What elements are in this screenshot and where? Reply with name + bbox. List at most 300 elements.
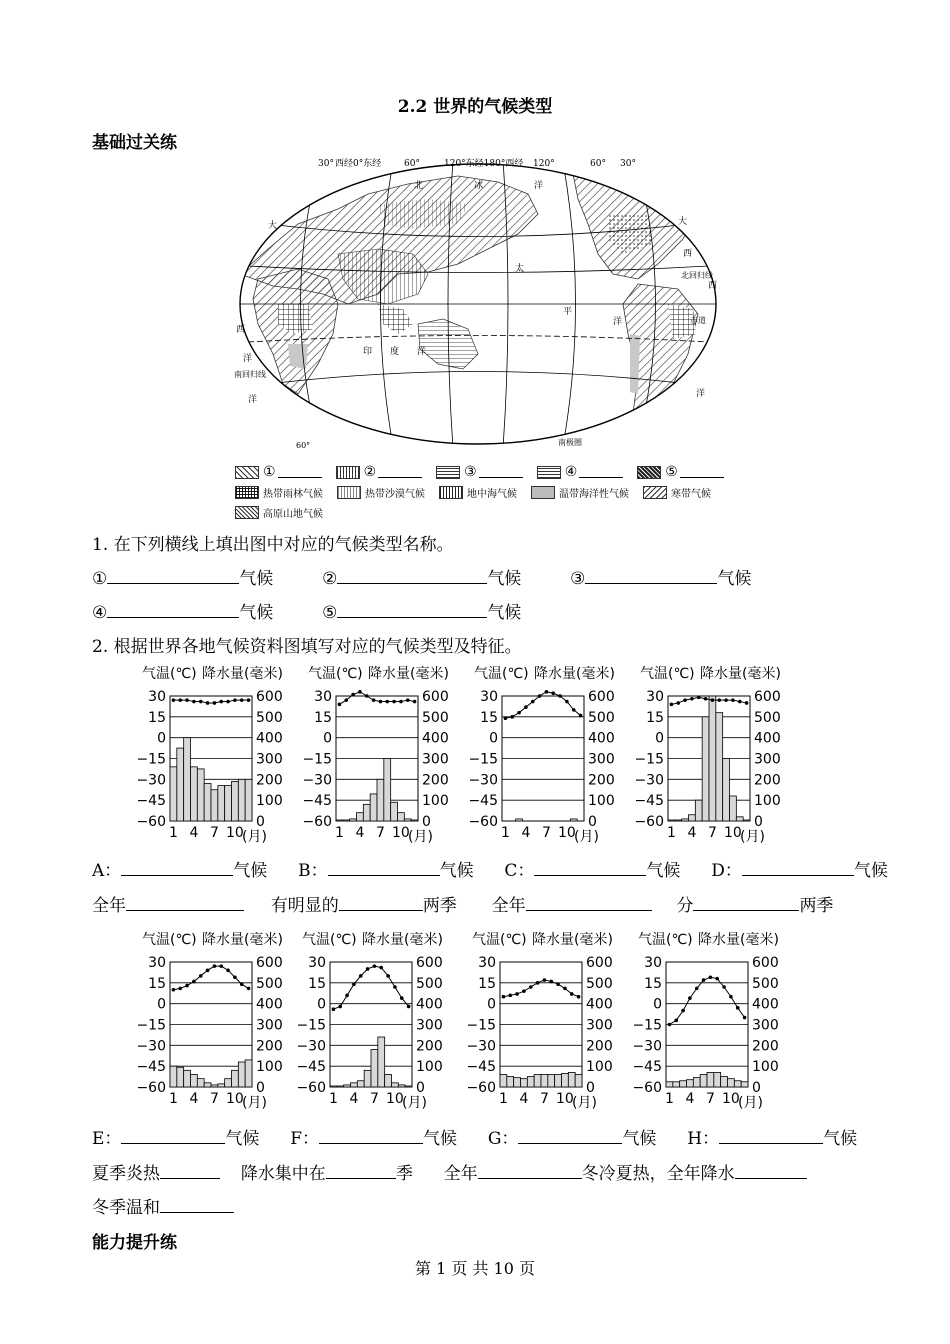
- temp-tick-label: 30: [478, 955, 496, 971]
- precip-tick-label: 0: [416, 1080, 425, 1096]
- temp-point: [379, 700, 383, 704]
- precip-tick-label: 300: [754, 751, 781, 768]
- tropic-cancer-label: 北回归线: [681, 271, 713, 280]
- precip-tick-label: 100: [752, 1059, 779, 1076]
- precip-bar: [225, 1079, 232, 1087]
- precip-bar: [668, 820, 675, 821]
- temp-tick-label: 15: [478, 975, 496, 992]
- question-1-row-1: ① 气候 ② 气候 ③ 气候: [92, 569, 752, 589]
- precip-bar: [385, 1075, 392, 1088]
- equator-label: 赤道: [690, 316, 706, 325]
- precip-bar: [680, 1081, 687, 1087]
- precip-tick-label: 0: [588, 814, 597, 830]
- temp-point: [695, 987, 699, 991]
- month-unit-label: (月): [740, 829, 765, 845]
- precip-bar: [170, 1066, 177, 1087]
- precip-bar: [232, 1070, 239, 1087]
- temp-point: [536, 981, 540, 985]
- month-tick-label: 10: [226, 1091, 244, 1107]
- temp-point: [565, 700, 569, 704]
- answer-blank[interactable]: [319, 1127, 423, 1144]
- temp-point: [508, 994, 512, 998]
- month-unit-label: (月): [242, 1095, 267, 1111]
- map-label-180: 120°东经180°西经: [444, 159, 524, 169]
- temp-line: [173, 966, 248, 990]
- answer-blank[interactable]: [526, 894, 652, 911]
- precip-tick-label: 600: [256, 955, 283, 971]
- climate-chart-G: [466, 928, 642, 1111]
- climate-chart-H: [632, 928, 808, 1111]
- temp-point: [504, 716, 508, 720]
- question-2-row-1-labels: A： 气候 B： 气候 C： 气候 D： 气候: [92, 861, 888, 881]
- temp-point: [711, 698, 715, 702]
- legend-label-rainforest: 热带雨林气候: [263, 488, 323, 500]
- precip-bar: [225, 786, 232, 821]
- temp-axis-title: 气温(℃): [308, 666, 363, 682]
- temp-tick-label: −60: [302, 814, 332, 830]
- month-tick-label: 4: [355, 825, 365, 841]
- precip-tick-label: 200: [256, 1038, 283, 1055]
- precip-bar: [391, 802, 398, 821]
- temp-tick-label: 15: [308, 975, 326, 992]
- temp-point: [688, 996, 692, 1000]
- ocean-label: 洋: [534, 181, 544, 191]
- month-tick-label: 7: [541, 825, 551, 841]
- answer-blank[interactable]: [585, 567, 717, 584]
- temp-point: [543, 978, 547, 982]
- temp-axis-title: 气温(℃): [142, 666, 197, 682]
- temp-point: [570, 992, 574, 996]
- temp-axis-title: 气温(℃): [472, 932, 527, 948]
- temp-point: [407, 1005, 411, 1009]
- precip-bar: [709, 696, 716, 821]
- temp-point: [345, 994, 349, 998]
- map-label-60w: 60°: [590, 159, 606, 169]
- precip-axis-title: 降水量(毫米): [368, 666, 449, 682]
- precip-tick-label: 100: [588, 793, 615, 810]
- precip-tick-label: 600: [422, 689, 449, 705]
- answer-blank[interactable]: [107, 567, 239, 584]
- precip-bar: [743, 820, 750, 821]
- temp-point: [510, 715, 514, 719]
- precip-bar: [378, 1037, 385, 1087]
- climate-chart-A: [136, 662, 312, 845]
- precip-tick-label: 300: [416, 1017, 443, 1034]
- answer-blank[interactable]: [337, 601, 487, 618]
- ocean-label: 西: [708, 281, 718, 291]
- precip-bar: [516, 819, 523, 821]
- temp-point: [392, 700, 396, 704]
- temp-point: [240, 982, 244, 986]
- temp-line: [339, 692, 414, 705]
- temp-tick-label: −45: [136, 793, 166, 810]
- climate-chart-D: [634, 662, 810, 845]
- precip-bar: [728, 1079, 735, 1087]
- precip-bar: [357, 1081, 364, 1087]
- answer-blank[interactable]: [160, 1162, 220, 1179]
- precip-bar: [741, 1082, 748, 1087]
- precip-bar: [184, 738, 191, 821]
- ocean-label: 洋: [248, 395, 258, 405]
- climate-chart-C: [468, 662, 644, 845]
- answer-blank[interactable]: [160, 1196, 234, 1213]
- precip-tick-label: 400: [416, 996, 443, 1013]
- temp-tick-label: −30: [634, 772, 664, 789]
- precip-tick-label: 400: [256, 996, 283, 1013]
- precip-bar: [350, 819, 357, 821]
- map-legend: ① ② ③ ④ ⑤ 热带雨林气候 热带沙漠气候 地中海气候 温带海洋性气候 寒带气候 高原山地气候: [235, 462, 738, 522]
- temp-point: [563, 987, 567, 991]
- temp-point: [690, 697, 694, 701]
- precip-tick-label: 100: [586, 1059, 613, 1076]
- answer-blank[interactable]: [107, 601, 239, 618]
- temp-point: [406, 698, 410, 702]
- legend-swatch-4: [537, 466, 561, 479]
- temp-point: [247, 987, 251, 991]
- precip-tick-label: 100: [422, 793, 449, 810]
- precip-tick-label: 600: [416, 955, 443, 971]
- precip-tick-label: 200: [256, 772, 283, 789]
- precip-axis-title: 降水量(毫米): [202, 932, 283, 948]
- temp-point: [709, 975, 713, 979]
- temp-point: [724, 698, 728, 702]
- precip-tick-label: 500: [256, 709, 283, 726]
- temp-point: [386, 974, 390, 978]
- precip-bar: [211, 1085, 218, 1087]
- month-tick-label: 7: [707, 825, 717, 841]
- precip-tick-label: 0: [752, 1080, 761, 1096]
- precip-bar: [197, 1079, 204, 1087]
- ocean-label: 大: [678, 217, 688, 227]
- temp-line: [173, 700, 248, 703]
- temp-tick-label: −45: [634, 793, 664, 810]
- month-tick-label: 7: [375, 825, 385, 841]
- answer-blank[interactable]: [121, 1127, 225, 1144]
- answer-blank[interactable]: [719, 1127, 823, 1144]
- temp-point: [359, 974, 363, 978]
- temp-point: [556, 982, 560, 986]
- precip-tick-label: 200: [416, 1038, 443, 1055]
- month-tick-label: 7: [369, 1091, 379, 1107]
- temp-point: [572, 708, 576, 712]
- ocean-label: 洋: [613, 317, 623, 327]
- precip-tick-label: 200: [422, 772, 449, 789]
- precip-bar: [371, 1050, 378, 1088]
- temp-point: [731, 698, 735, 702]
- temp-point: [743, 1016, 747, 1020]
- climate-chart-B: [302, 662, 478, 845]
- precip-tick-label: 300: [586, 1017, 613, 1034]
- temp-point: [233, 975, 237, 979]
- temp-point: [365, 694, 369, 698]
- temp-tick-label: −15: [632, 1017, 662, 1034]
- precip-bar: [238, 1062, 245, 1087]
- month-tick-label: 10: [556, 1091, 574, 1107]
- precip-axis-title: 降水量(毫米): [534, 666, 615, 682]
- precip-bar: [730, 796, 737, 821]
- temp-point: [399, 700, 403, 704]
- precip-bar: [398, 1085, 405, 1087]
- temp-point: [538, 694, 542, 698]
- precip-bar: [411, 820, 418, 821]
- month-tick-label: 1: [168, 825, 178, 841]
- precip-tick-label: 600: [752, 955, 779, 971]
- ocean-label: 印: [363, 347, 373, 357]
- question-2-row-2-features-cont: 冬季温和: [92, 1193, 234, 1218]
- temp-axis-title: 气温(℃): [474, 666, 529, 682]
- precip-bar: [734, 1081, 741, 1087]
- precip-axis-title: 降水量(毫米): [698, 932, 779, 948]
- temp-tick-label: −30: [468, 772, 498, 789]
- temp-point: [379, 966, 383, 970]
- temp-point: [413, 700, 417, 704]
- temp-point: [736, 1006, 740, 1010]
- month-unit-label: (月): [574, 829, 599, 845]
- temp-axis-title: 气温(℃): [142, 932, 197, 948]
- ocean-label: 洋: [417, 347, 427, 357]
- precip-bar: [238, 779, 245, 821]
- temp-tick-label: 30: [646, 689, 664, 705]
- month-tick-label: 4: [349, 1091, 359, 1107]
- temp-point: [240, 698, 244, 702]
- temp-tick-label: −15: [136, 751, 166, 768]
- precip-bar: [245, 1060, 252, 1087]
- temp-tick-label: −15: [302, 751, 332, 768]
- answer-blank[interactable]: [126, 894, 244, 911]
- legend-swatch-2: [336, 466, 360, 479]
- precip-tick-label: 500: [752, 975, 779, 992]
- legend-swatch-oceanic: [531, 486, 555, 499]
- ocean-label: 洋: [696, 389, 706, 399]
- question-2-row-2-features: 夏季炎热 降水集中在 季 全年 冬冷夏热，全年降水: [92, 1159, 807, 1184]
- precip-bar: [695, 800, 702, 821]
- precip-tick-label: 500: [422, 709, 449, 726]
- month-tick-label: 4: [189, 825, 199, 841]
- question-2-row-2-labels: E： 气候 F： 气候 G： 气候 H： 气候: [92, 1129, 858, 1149]
- temp-point: [522, 989, 526, 993]
- temp-axis-title: 气温(℃): [640, 666, 695, 682]
- month-tick-label: 4: [685, 1091, 695, 1107]
- month-tick-label: 7: [539, 1091, 549, 1107]
- temp-point: [338, 1005, 342, 1009]
- temp-point: [219, 700, 223, 704]
- temp-point: [199, 700, 203, 704]
- precip-bar: [687, 1080, 694, 1087]
- world-climate-map: [228, 154, 728, 458]
- temp-tick-label: −60: [468, 814, 498, 830]
- temp-point: [213, 964, 217, 968]
- legend-swatch-3: [436, 466, 460, 479]
- ocean-label: 太: [515, 264, 525, 274]
- precip-tick-label: 600: [256, 689, 283, 705]
- precip-bar: [541, 1075, 548, 1088]
- precip-tick-label: 100: [256, 1059, 283, 1076]
- answer-blank[interactable]: [339, 894, 423, 911]
- precip-tick-label: 400: [588, 730, 615, 747]
- precip-bar: [736, 817, 743, 821]
- precip-bar: [575, 1075, 582, 1088]
- precip-tick-label: 300: [588, 751, 615, 768]
- precip-bar: [534, 1075, 541, 1088]
- precip-tick-label: 400: [754, 730, 781, 747]
- legend-label-oceanic: 温带海洋性气候: [559, 488, 629, 500]
- answer-blank[interactable]: [121, 859, 233, 876]
- precip-tick-label: 200: [752, 1038, 779, 1055]
- temp-tick-label: −45: [302, 793, 332, 810]
- precip-tick-label: 0: [754, 814, 763, 830]
- precip-axis-title: 降水量(毫米): [362, 932, 443, 948]
- temp-tick-label: 0: [487, 996, 496, 1013]
- precip-axis-title: 降水量(毫米): [700, 666, 781, 682]
- precip-axis-title: 降水量(毫米): [532, 932, 613, 948]
- temp-tick-label: −30: [296, 1038, 326, 1055]
- map-label-60e: 60°: [404, 159, 420, 169]
- answer-blank[interactable]: [337, 567, 487, 584]
- map-label-120w: 120°: [533, 159, 555, 169]
- precip-bar: [702, 717, 709, 821]
- precip-bar: [568, 1072, 575, 1087]
- temp-point: [515, 992, 519, 996]
- precip-tick-label: 200: [754, 772, 781, 789]
- precip-bar: [527, 1077, 534, 1087]
- month-tick-label: 1: [328, 1091, 338, 1107]
- ocean-label: 洋: [243, 354, 253, 364]
- month-unit-label: (月): [572, 1095, 597, 1111]
- temp-tick-label: 30: [308, 955, 326, 971]
- precip-bar: [548, 1075, 555, 1088]
- temp-tick-label: 0: [157, 996, 166, 1013]
- legend-label-polar: 寒带气候: [671, 488, 711, 500]
- precip-bar: [177, 1067, 184, 1087]
- precip-bar: [500, 1075, 507, 1088]
- month-tick-label: 10: [226, 825, 244, 841]
- month-tick-label: 10: [386, 1091, 404, 1107]
- temp-point: [558, 694, 562, 698]
- temp-point: [549, 980, 553, 984]
- precip-bar: [337, 1086, 344, 1087]
- precip-bar: [364, 1070, 371, 1087]
- temp-tick-label: −60: [136, 814, 166, 830]
- ocean-label: 西: [683, 249, 693, 259]
- precip-tick-label: 100: [256, 793, 283, 810]
- temp-tick-label: 15: [314, 709, 332, 726]
- temp-point: [373, 964, 377, 968]
- temp-point: [192, 700, 196, 704]
- precip-bar: [521, 1079, 528, 1087]
- precip-bar: [682, 819, 689, 821]
- precip-bar: [204, 784, 211, 822]
- precip-bar: [336, 820, 343, 821]
- answer-blank[interactable]: [742, 859, 854, 876]
- answer-blank[interactable]: [735, 1162, 807, 1179]
- ocean-label: 西: [236, 325, 246, 335]
- temp-point: [722, 985, 726, 989]
- temp-point: [206, 969, 210, 973]
- answer-blank[interactable]: [693, 894, 799, 911]
- temp-point: [738, 700, 742, 704]
- precip-bar: [344, 1085, 351, 1087]
- temp-point: [247, 698, 251, 702]
- month-tick-label: 1: [168, 1091, 178, 1107]
- map-label-60s: 60°: [296, 441, 311, 450]
- answer-blank[interactable]: [518, 1127, 622, 1144]
- precip-tick-label: 500: [754, 709, 781, 726]
- precip-tick-label: 400: [586, 996, 613, 1013]
- month-tick-label: 7: [705, 1091, 715, 1107]
- temp-point: [524, 705, 528, 709]
- precip-bar: [392, 1083, 399, 1087]
- precip-bar: [507, 1077, 514, 1087]
- precip-bar: [330, 1086, 337, 1087]
- legend-swatch-mediterranean: [439, 486, 463, 499]
- temp-tick-label: −30: [632, 1038, 662, 1055]
- precip-tick-label: 0: [256, 1080, 265, 1096]
- precip-bar: [714, 1072, 721, 1087]
- answer-blank[interactable]: [478, 1162, 582, 1179]
- legend-swatch-5: [637, 466, 661, 479]
- page-title: 2.2 世界的气候类型: [397, 97, 553, 117]
- temp-tick-label: 30: [644, 955, 662, 971]
- temp-tick-label: 0: [655, 730, 664, 747]
- temp-point: [185, 698, 189, 702]
- precip-tick-label: 200: [586, 1038, 613, 1055]
- answer-blank[interactable]: [326, 1162, 396, 1179]
- ocean-label: 北: [414, 181, 424, 191]
- temp-point: [670, 703, 674, 707]
- answer-blank[interactable]: [328, 859, 440, 876]
- precip-tick-label: 0: [586, 1080, 595, 1096]
- month-tick-label: 4: [189, 1091, 199, 1107]
- temp-point: [697, 696, 701, 700]
- climate-chart-F: [296, 928, 472, 1111]
- temp-tick-label: −15: [468, 751, 498, 768]
- temp-point: [351, 693, 355, 697]
- precip-tick-label: 400: [256, 730, 283, 747]
- precip-bar: [177, 748, 184, 821]
- precip-tick-label: 300: [256, 751, 283, 768]
- month-unit-label: (月): [402, 1095, 427, 1111]
- precip-bar: [204, 1083, 211, 1087]
- precip-axis-title: 降水量(毫米): [202, 666, 283, 682]
- temp-point: [178, 987, 182, 991]
- temp-point: [233, 698, 237, 702]
- temp-point: [676, 701, 680, 705]
- ocean-label: 大: [268, 221, 278, 231]
- precip-bar: [197, 769, 204, 821]
- temp-tick-label: 0: [157, 730, 166, 747]
- temp-tick-label: 0: [317, 996, 326, 1013]
- precip-bar: [689, 815, 696, 821]
- question-2-text: 2. 根据世界各地气候资料图填写对应的气候类型及特征。: [92, 637, 522, 657]
- temp-point: [199, 974, 203, 978]
- precip-tick-label: 500: [588, 709, 615, 726]
- answer-blank[interactable]: [534, 859, 646, 876]
- precip-bar: [343, 820, 350, 821]
- precip-bar: [716, 713, 723, 821]
- precip-tick-label: 600: [586, 955, 613, 971]
- temp-axis-title: 气温(℃): [638, 932, 693, 948]
- question-2-row-1-features: 全年 有明显的 两季 全年 分 两季: [92, 896, 834, 916]
- temp-point: [213, 701, 217, 705]
- section-heading-advanced: 能力提升练: [92, 1233, 177, 1253]
- temp-tick-label: −15: [136, 1017, 166, 1034]
- month-tick-label: 1: [334, 825, 344, 841]
- precip-bar: [562, 1073, 569, 1087]
- temp-tick-label: −45: [468, 793, 498, 810]
- question-1-text: 1. 在下列横线上填出图中对应的气候类型名称。: [92, 535, 454, 555]
- temp-point: [393, 985, 397, 989]
- precip-tick-label: 300: [752, 1017, 779, 1034]
